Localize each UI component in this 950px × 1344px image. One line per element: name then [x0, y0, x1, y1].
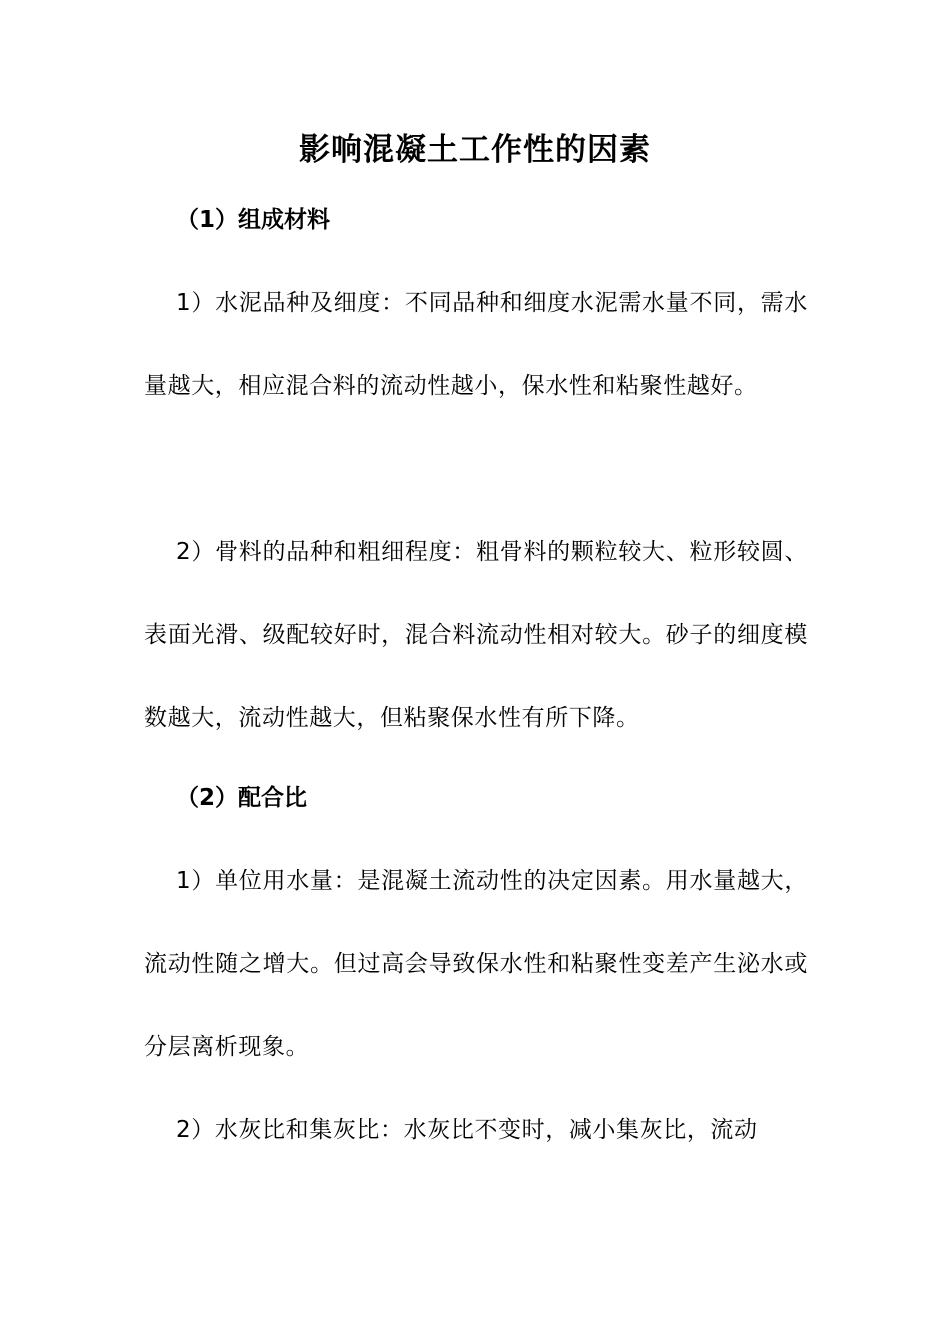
paragraph-aggregate: 2）骨料的品种和粗细程度：粗骨料的颗粒较大、粒形较圆、表面光滑、级配较好时，混合料流动性相对较大。砂子的细度模数越大，流动性越大，但粘聚保水性有所下降。 — [144, 539, 808, 731]
section-heading-composition: （1）组成材料 — [176, 207, 331, 233]
paragraph-water-cement-ratio: 2）水灰比和集灰比：水灰比不变时，减小集灰比，流动 — [176, 1117, 758, 1143]
paragraph-cement-type: 1）水泥品种及细度：不同品种和细度水泥需水量不同，需水量越大，相应混合料的流动性越小，保水性和粘聚性越好。 — [144, 290, 808, 399]
section-heading-mix-ratio: （2）配合比 — [176, 785, 308, 811]
paragraph-water-content: 1）单位用水量：是混凝土流动性的决定因素。用水量越大，流动性随之增大。但过高会导致保水性和粘聚性变差产生泌水或分层离析现象。 — [144, 868, 808, 1060]
document-title: 影响混凝土工作性的因素 — [299, 132, 651, 168]
